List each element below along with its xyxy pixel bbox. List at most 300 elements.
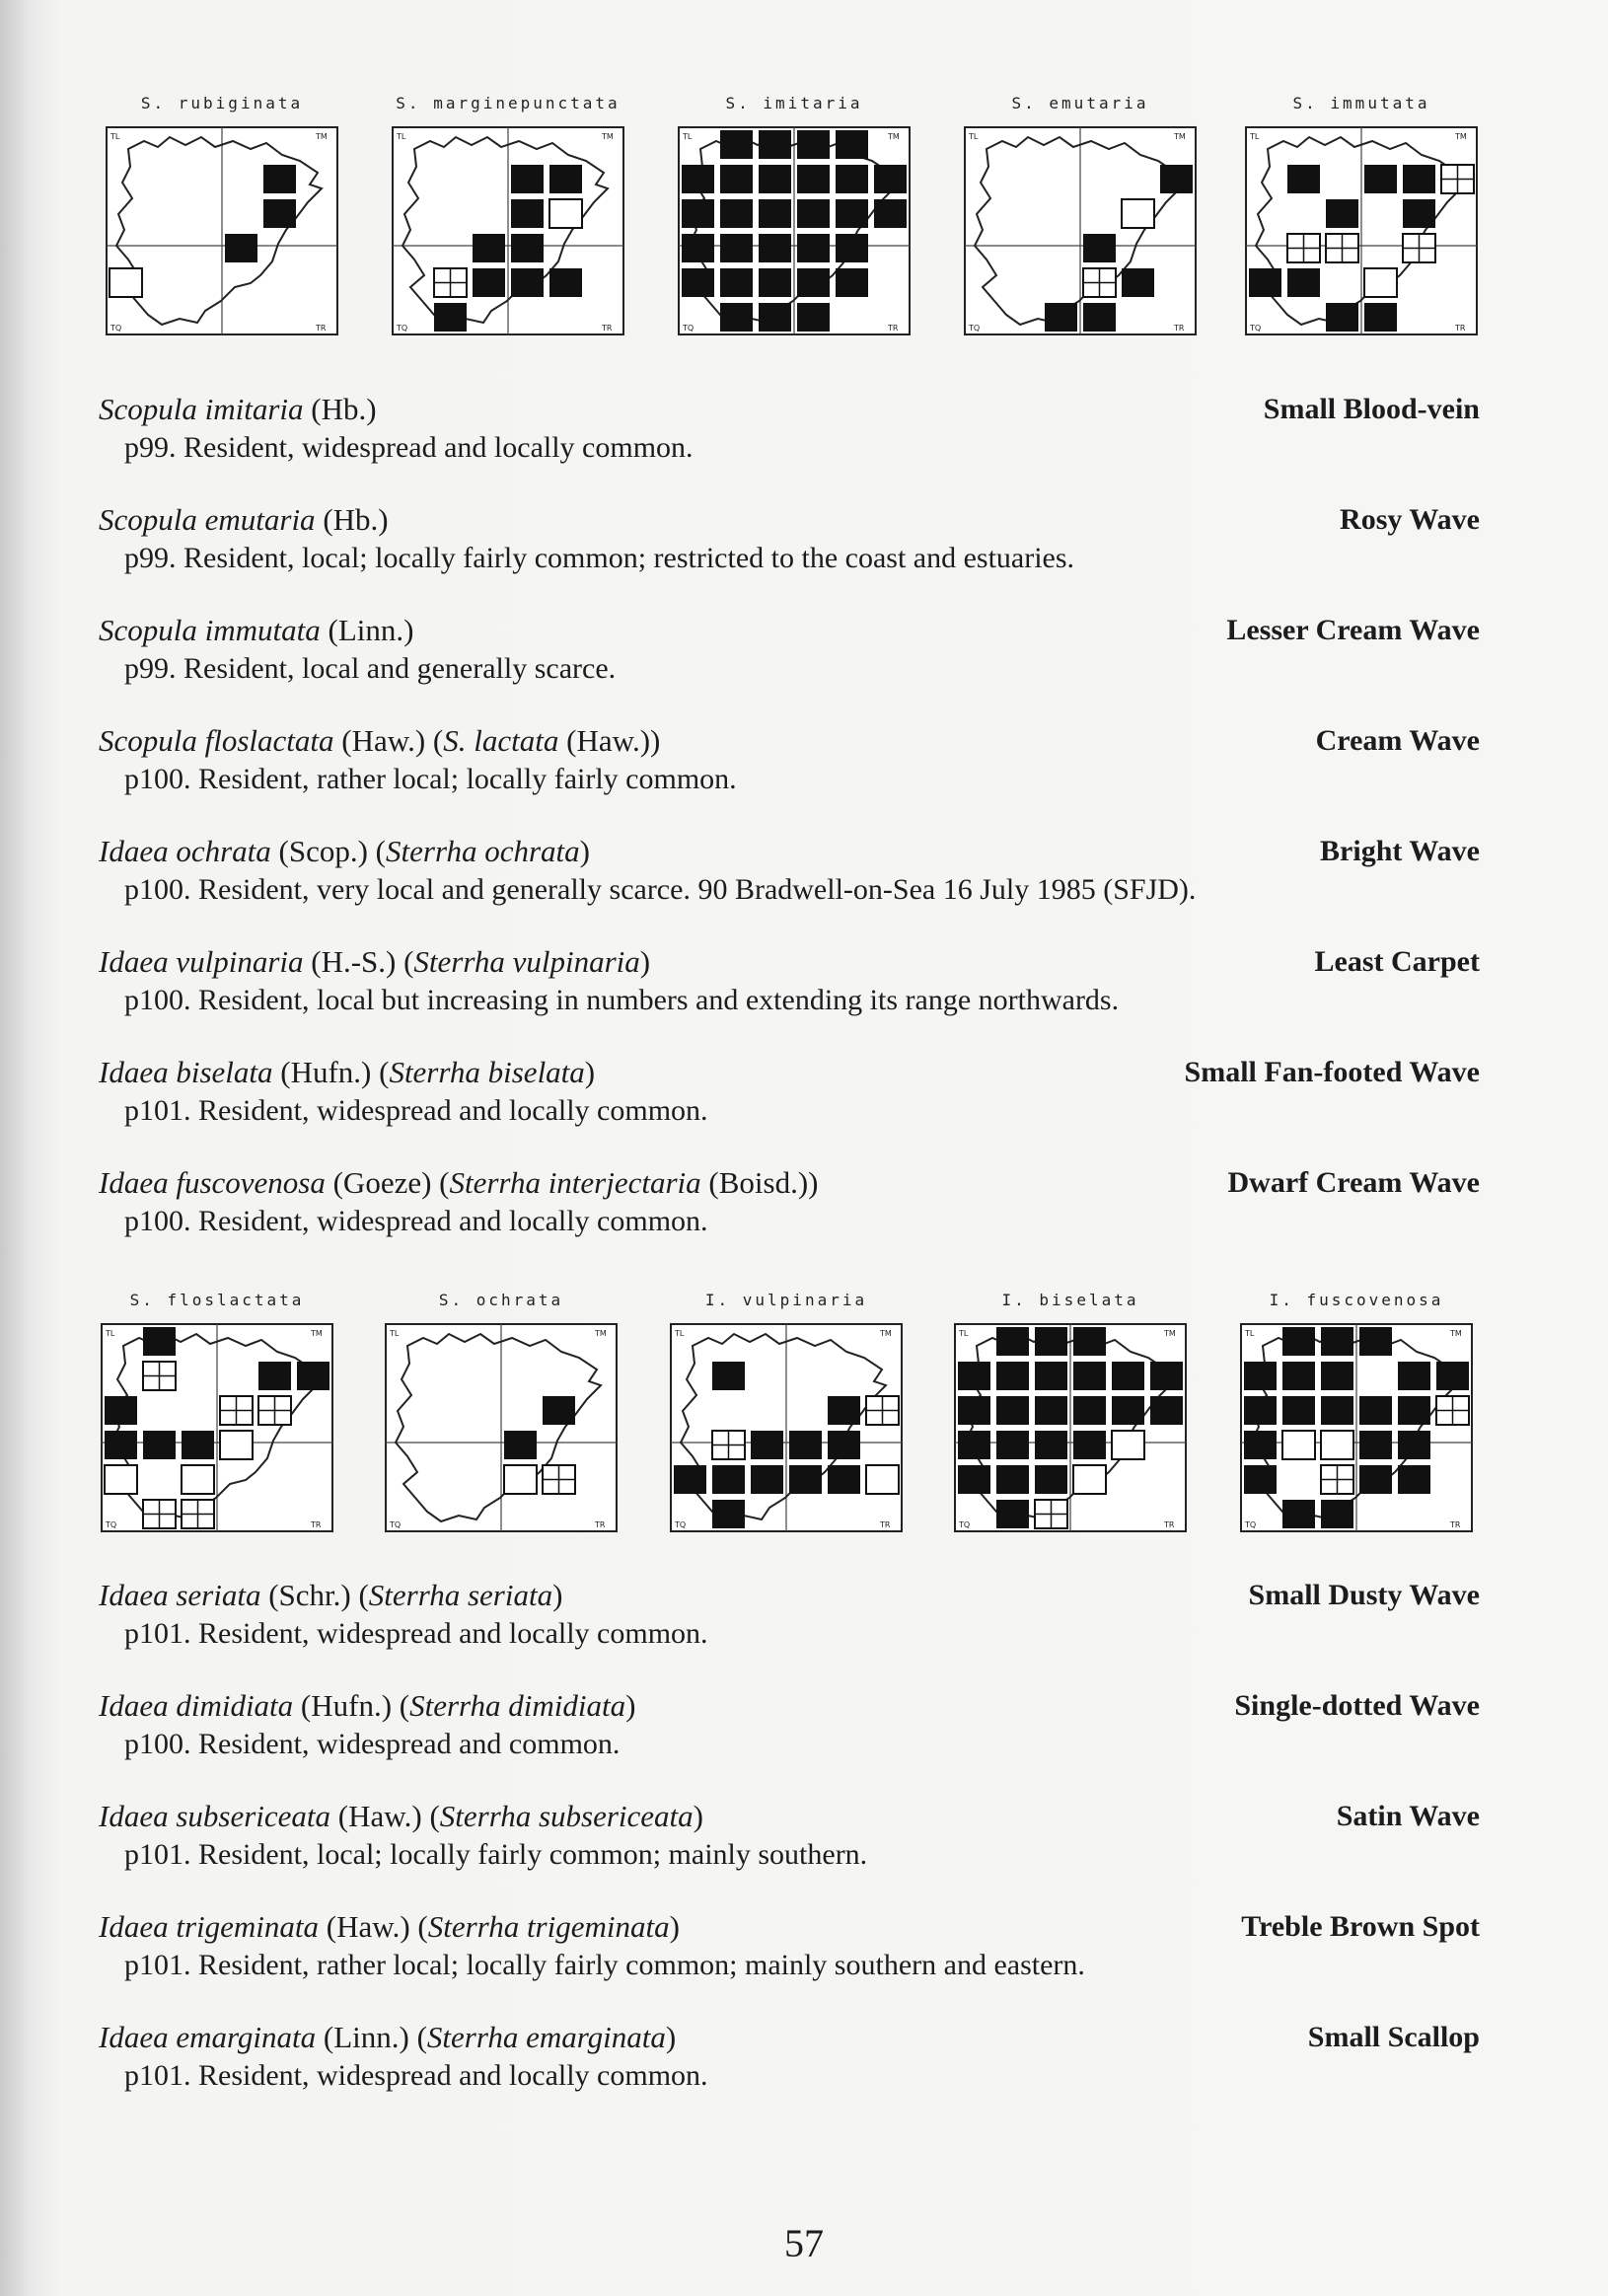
record-square [1244,1396,1277,1425]
record-square [958,1396,990,1425]
map-title: S. imitaria [725,94,863,112]
record-square [797,130,830,159]
grid-label: TQ [683,324,694,333]
grid-label: TQ [397,324,408,333]
distribution-map [1233,1291,1480,1547]
record-square [996,1500,1029,1528]
record-square [1403,199,1435,228]
grid-label: TQ [110,324,122,333]
record-square [511,268,544,297]
map-title: I. biselata [1001,1291,1139,1309]
common-name: Least Carpet [1314,945,1480,978]
record-square [1282,1362,1315,1390]
record-square [759,303,791,332]
record-square [874,165,907,193]
scientific-name: Idaea ochrata [99,834,271,868]
map-title: S. rubiginata [140,94,304,112]
record-square [789,1431,822,1459]
record-square [996,1396,1029,1425]
old-record-square [105,1465,137,1494]
distribution-map [663,1291,910,1547]
map-title: S. immutata [1292,94,1430,112]
map-grid [663,1320,910,1542]
record-square [682,165,714,193]
record-square [958,1362,990,1390]
record-square [996,1431,1029,1459]
synonym: S. lactata [443,723,559,758]
grid-label: TQ [390,1520,402,1529]
synonym-authority: ) [669,1909,680,1944]
species-description: p101. Resident, widespread and locally common. [124,1094,708,1127]
species-description: p100. Resident, rather local; locally fairly common. [124,763,737,795]
record-square [1122,268,1154,297]
old-record-square [220,1431,253,1459]
old-record-square [549,199,582,228]
record-square [1321,1396,1353,1425]
species-entry [99,832,1480,942]
record-square [828,1396,860,1425]
species-entry [99,1907,1480,2018]
grid-label: TM [1174,132,1186,141]
common-name: Bright Wave [1320,835,1480,867]
record-square [1398,1362,1430,1390]
record-square [549,165,582,193]
record-square [751,1431,783,1459]
grid-label: TR [602,324,613,333]
synonym-authority: ) [625,1688,636,1723]
species-list-lower [99,1576,1480,2128]
record-square [720,268,753,297]
record-square [1045,303,1077,332]
grid-label: TL [969,132,979,141]
record-square [1073,1327,1106,1356]
record-square [720,130,753,159]
record-square [759,199,791,228]
record-square [797,165,830,193]
synonym: Sterrha biselata [389,1055,585,1089]
record-square [258,1362,291,1390]
species-entries [99,390,1480,1274]
record-square [682,199,714,228]
record-square [1160,165,1193,193]
grid-label: TL [390,1329,400,1338]
species-description: p100. Resident, widespread and common. [124,1728,621,1760]
record-square [751,1465,783,1494]
map-grid [99,123,345,345]
common-name: Lesser Cream Wave [1226,614,1480,646]
grid-label: TM [316,132,328,141]
scientific-name: Scopula floslactata [99,723,334,758]
record-square [1436,1362,1469,1390]
synonym: Sterrha seriata [368,1578,553,1612]
record-square [1364,303,1397,332]
grid-label: TR [311,1520,322,1529]
record-square [828,1465,860,1494]
record-square [1287,268,1320,297]
species-entries [99,1576,1480,2128]
record-square [473,268,505,297]
record-square [1403,165,1435,193]
authority: (Hb.) [303,392,377,426]
scientific-name: Idaea vulpinaria [99,944,304,979]
record-square [674,1465,706,1494]
record-square [682,234,714,262]
grid-label: TM [880,1329,892,1338]
record-square [1083,234,1116,262]
record-square [1282,1396,1315,1425]
grid-label: TL [683,132,693,141]
grid-label: TL [110,132,120,141]
distribution-map [957,94,1204,350]
species-description: p99. Resident, local; locally fairly common; restricted to the coast and estuaries. [124,542,1075,574]
map-grid [1238,123,1485,345]
grid-label: TR [880,1520,891,1529]
record-square [1398,1431,1430,1459]
record-square [1321,1500,1353,1528]
common-name: Satin Wave [1336,1800,1480,1832]
species-heading [99,1576,1480,1615]
record-square [105,1431,137,1459]
record-square [143,1327,176,1356]
record-square [1112,1362,1144,1390]
record-square [1364,165,1397,193]
record-square [1035,1396,1067,1425]
map-grid [378,1320,624,1542]
record-square [1035,1362,1067,1390]
record-square [720,165,753,193]
species-entry [99,611,1480,721]
record-square [1282,1327,1315,1356]
record-square [297,1362,329,1390]
map-grid [385,123,631,345]
map-grid [1233,1320,1480,1542]
record-square [1321,1362,1353,1390]
authority: (Goeze) ( [325,1165,450,1200]
authority: (Hb.) [315,502,389,537]
record-square [504,1431,537,1459]
record-square [958,1431,990,1459]
grid-label: TM [602,132,614,141]
grid-label: TM [311,1329,323,1338]
species-heading [99,2018,1480,2057]
authority: (Hufn.) ( [293,1688,410,1723]
record-square [1398,1465,1430,1494]
grid-label: TM [1450,1329,1462,1338]
common-name: Small Dusty Wave [1248,1579,1480,1611]
record-square [182,1431,214,1459]
record-square [797,234,830,262]
record-square [797,268,830,297]
distribution-map [385,94,631,350]
common-name: Small Scallop [1307,2021,1480,2053]
grid-label: TL [397,132,406,141]
record-square [1035,1431,1067,1459]
scientific-name: Scopula imitaria [99,392,304,426]
authority: (Scop.) ( [270,834,387,868]
species-heading [99,1053,1480,1092]
record-square [797,303,830,332]
distribution-map [947,1291,1194,1547]
species-description: p100. Resident, very local and generally scarce. 90 Bradwell-on-Sea 16 July 1985 (SFJD). [124,873,1197,906]
record-square [836,234,868,262]
common-name: Dwarf Cream Wave [1227,1166,1480,1199]
record-square [1359,1465,1392,1494]
record-square [1073,1396,1106,1425]
map-title: S. floslactata [129,1291,305,1309]
species-heading [99,611,1480,650]
old-record-square [182,1465,214,1494]
record-square [712,1500,745,1528]
grid-label: TR [1164,1520,1175,1529]
page-number: 57 [784,2221,824,2265]
map-title: I. vulpinaria [704,1291,868,1309]
distribution-map [378,1291,624,1547]
synonym-authority: ) [665,2020,677,2054]
record-square [712,1362,745,1390]
grid-label: TQ [106,1520,117,1529]
record-square [759,234,791,262]
map-title: I. fuscovenosa [1269,1291,1444,1309]
record-square [1326,199,1358,228]
map-row-1 [0,94,1608,350]
species-heading [99,500,1480,540]
record-square [105,1396,137,1425]
record-square [720,303,753,332]
authority: (H.-S.) ( [303,944,414,979]
authority: (Haw.) ( [330,1799,440,1833]
common-name: Treble Brown Spot [1241,1910,1480,1943]
record-square [836,165,868,193]
species-entry [99,942,1480,1053]
species-heading [99,721,1480,761]
synonym-authority: ) [693,1799,703,1833]
grid-label: TL [675,1329,685,1338]
map-grid [947,1320,1194,1542]
authority: (Linn.) [320,613,414,647]
record-square [996,1465,1029,1494]
record-square [874,199,907,228]
record-square [1073,1362,1106,1390]
species-description: p101. Resident, widespread and locally common. [124,2059,708,2092]
old-record-square [1073,1465,1106,1494]
scientific-name: Idaea emarginata [99,2020,317,2054]
record-square [473,234,505,262]
record-square [1326,303,1358,332]
synonym: Sterrha ochrata [386,834,580,868]
record-square [511,165,544,193]
synonym: Sterrha dimidiata [409,1688,626,1723]
record-square [1150,1362,1183,1390]
record-square [996,1327,1029,1356]
map-title: S. emutaria [1011,94,1149,112]
record-square [1083,303,1116,332]
record-square [958,1465,990,1494]
map-title: S. marginepunctata [396,94,621,112]
species-heading [99,390,1480,429]
record-square [1321,1327,1353,1356]
scientific-name: Scopula immutata [99,613,321,647]
distribution-map [99,94,345,350]
record-square [836,199,868,228]
grid-label: TQ [1250,324,1262,333]
record-square [789,1465,822,1494]
old-record-square [1321,1431,1353,1459]
record-square [1244,1465,1277,1494]
map-grid [671,123,917,345]
record-square [549,268,582,297]
record-square [1359,1396,1392,1425]
distribution-map [94,1291,340,1547]
species-entry [99,2018,1480,2128]
scientific-name: Idaea fuscovenosa [99,1165,326,1200]
record-square [1359,1327,1392,1356]
old-record-square [110,268,142,297]
grid-label: TR [595,1520,606,1529]
record-square [1244,1431,1277,1459]
grid-label: TR [1450,1520,1461,1529]
old-record-square [1282,1431,1315,1459]
record-square [1282,1500,1315,1528]
record-square [1112,1396,1144,1425]
synonym-authority: ) [579,834,590,868]
record-square [1249,268,1281,297]
grid-label: TQ [1245,1520,1257,1529]
scientific-name: Idaea subsericeata [99,1799,331,1833]
species-heading [99,1163,1480,1203]
grid-label: TM [888,132,900,141]
record-square [1244,1362,1277,1390]
record-square [225,234,257,262]
species-entry [99,1053,1480,1163]
grid-label: TL [959,1329,969,1338]
species-entry [99,390,1480,500]
map-row-2 [0,1291,1608,1547]
species-description: p101. Resident, rather local; locally fairly common; mainly southern and eastern. [124,1949,1085,1981]
common-name: Cream Wave [1315,724,1480,757]
species-heading [99,1797,1480,1836]
old-record-square [1364,268,1397,297]
scientific-name: Idaea seriata [99,1578,261,1612]
record-square [143,1431,176,1459]
record-square [682,268,714,297]
old-record-square [866,1465,899,1494]
synonym: Sterrha interjectaria [449,1165,701,1200]
authority: (Schr.) ( [260,1578,369,1612]
map-title: S. ochrata [438,1291,564,1309]
record-square [1287,165,1320,193]
species-heading [99,1686,1480,1726]
species-entry [99,1576,1480,1686]
grid-label: TQ [969,324,981,333]
old-record-square [504,1465,537,1494]
record-square [1398,1396,1430,1425]
record-square [434,303,467,332]
record-square [1150,1396,1183,1425]
synonym-authority: ) [584,1055,596,1089]
species-description: p99. Resident, widespread and locally common. [124,431,694,464]
synonym-authority: ) [639,944,651,979]
species-entry [99,1686,1480,1797]
species-description: p99. Resident, local and generally scarce. [124,652,617,685]
record-square [759,130,791,159]
grid-label: TR [316,324,327,333]
species-description: p100. Resident, local but increasing in numbers and extending its range northwards. [124,984,1120,1016]
authority: (Haw.) ( [319,1909,428,1944]
record-square [1035,1465,1067,1494]
species-description: p101. Resident, widespread and locally common. [124,1617,708,1650]
record-square [263,199,296,228]
species-entry [99,1163,1480,1274]
record-square [996,1362,1029,1390]
grid-label: TL [106,1329,115,1338]
record-square [828,1431,860,1459]
grid-label: TR [1174,324,1185,333]
grid-label: TR [888,324,899,333]
synonym-authority: ) [552,1578,563,1612]
record-square [1035,1327,1067,1356]
record-square [759,165,791,193]
distribution-map [1238,94,1485,350]
record-square [1073,1431,1106,1459]
synonym: Sterrha emarginata [426,2020,666,2054]
record-square [720,199,753,228]
synonym: Sterrha subsericeata [439,1799,694,1833]
grid-label: TQ [675,1520,687,1529]
synonym-authority: (Boisd.)) [700,1165,819,1200]
common-name: Small Fan-footed Wave [1184,1056,1480,1088]
species-list-upper [99,390,1480,1274]
species-heading [99,832,1480,871]
common-name: Single-dotted Wave [1234,1689,1480,1722]
distribution-map [671,94,917,350]
species-description: p100. Resident, widespread and locally common. [124,1205,708,1237]
authority: (Haw.) ( [333,723,444,758]
species-entry [99,721,1480,832]
record-square [511,199,544,228]
grid-label: TM [595,1329,607,1338]
record-square [759,268,791,297]
map-grid [94,1320,340,1542]
scientific-name: Idaea biselata [99,1055,273,1089]
species-description: p101. Resident, local; locally fairly common; mainly southern. [124,1838,868,1871]
old-record-square [1122,199,1154,228]
record-square [720,234,753,262]
record-square [1359,1431,1392,1459]
scientific-name: Scopula emutaria [99,502,316,537]
record-square [836,268,868,297]
record-square [263,165,296,193]
species-entry [99,1797,1480,1907]
grid-label: TQ [959,1520,971,1529]
synonym: Sterrha trigeminata [427,1909,670,1944]
common-name: Rosy Wave [1340,503,1480,536]
grid-label: TL [1245,1329,1255,1338]
authority: (Linn.) ( [316,2020,427,2054]
grid-label: TM [1164,1329,1176,1338]
record-square [511,234,544,262]
authority: (Hufn.) ( [272,1055,390,1089]
old-record-square [1112,1431,1144,1459]
scientific-name: Idaea dimidiata [99,1688,294,1723]
synonym: Sterrha vulpinaria [413,944,640,979]
record-square [543,1396,575,1425]
record-square [836,130,868,159]
grid-label: TR [1455,324,1466,333]
synonym-authority: (Haw.)) [558,723,661,758]
common-name: Small Blood-vein [1263,393,1480,425]
species-heading [99,942,1480,982]
species-heading [99,1907,1480,1947]
